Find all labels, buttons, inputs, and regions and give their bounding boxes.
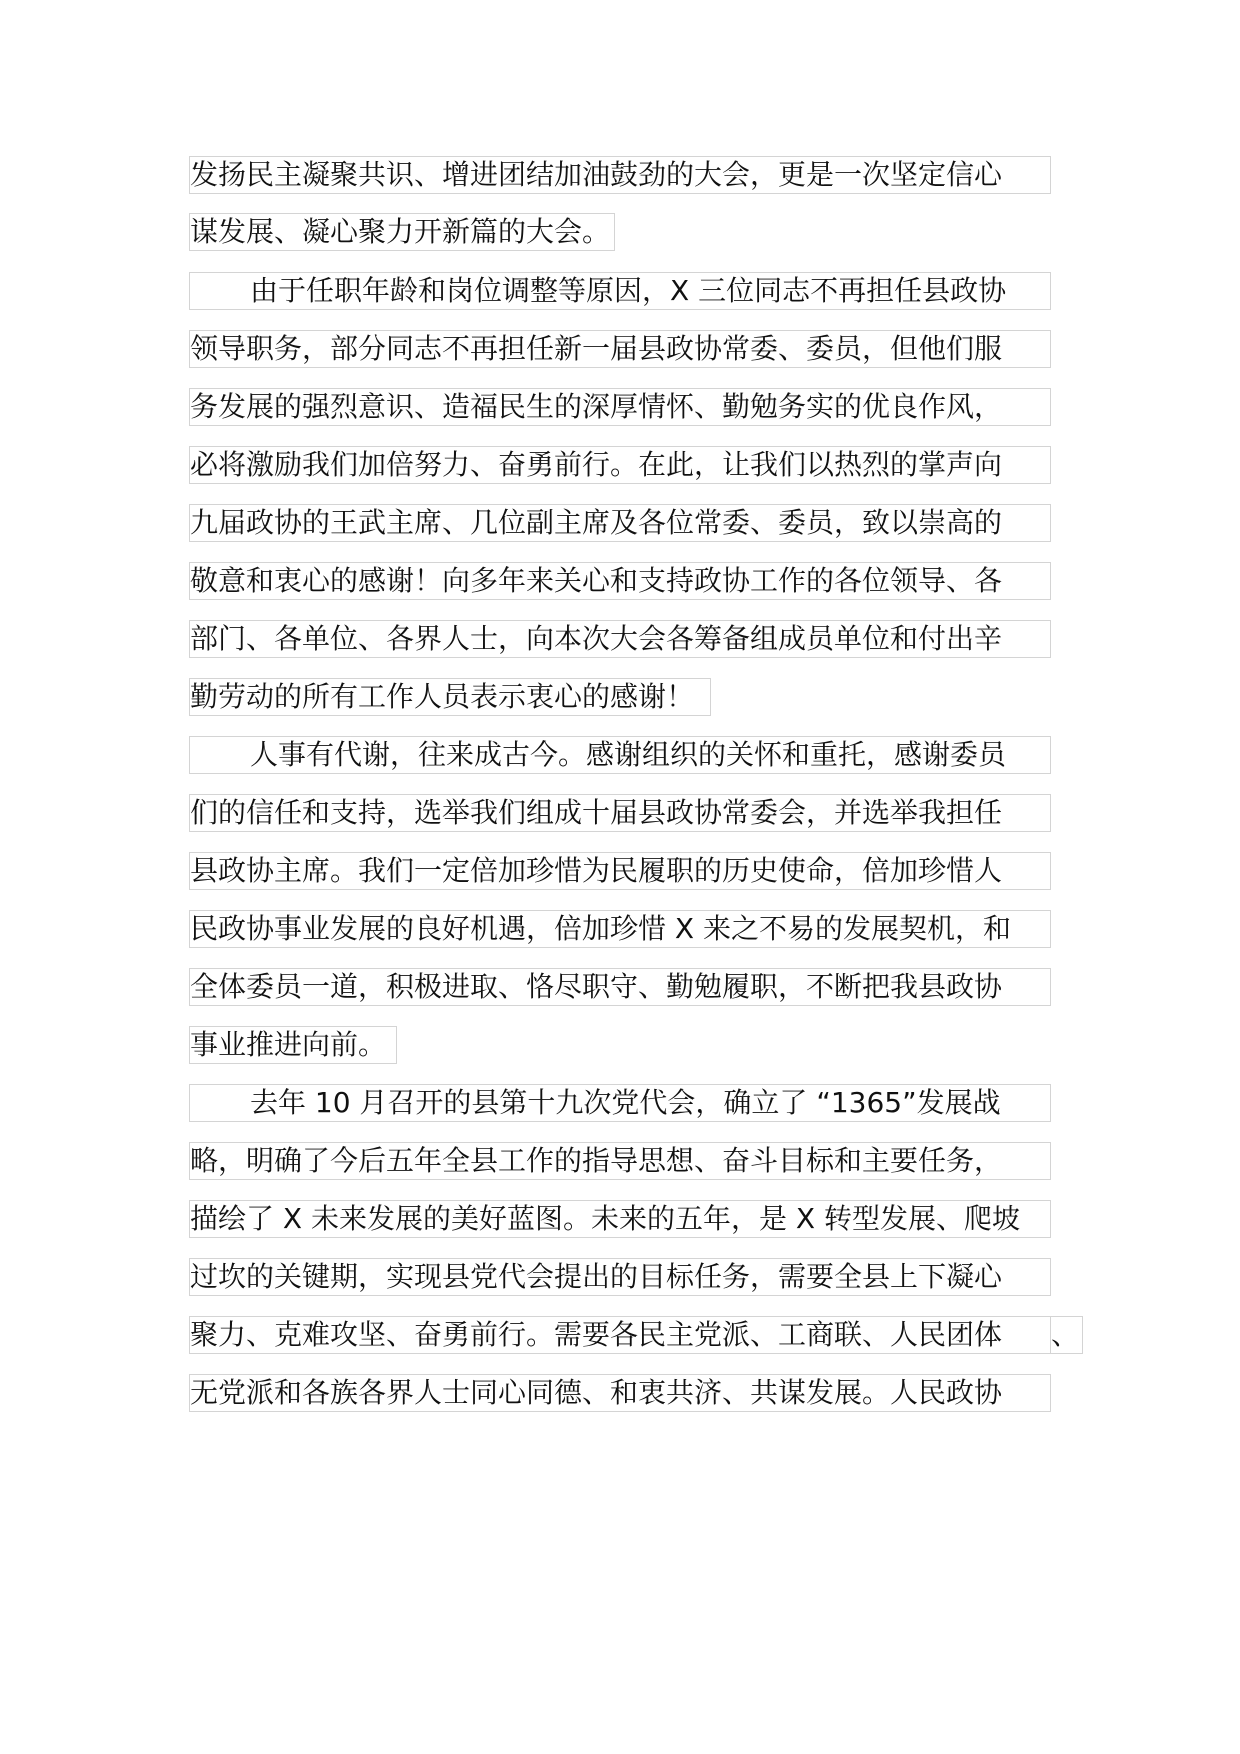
text-line: 民政协事业发展的良好机遇，倍加珍惜 X 来之不易的发展契机，和 — [189, 910, 1051, 948]
text-line: 必将激励我们加倍努力、奋勇前行。在此，让我们以热烈的掌声向 — [189, 446, 1051, 484]
text-line — [189, 1084, 1051, 1122]
text-line-content: 去年 10 月召开的县第十九次党代会，确立了 “1365”发展战 — [250, 1086, 1001, 1119]
text-line: 事业推进向前。 — [189, 1026, 397, 1064]
text-line: 全体委员一道，积极进取、恪尽职守、勤勉履职，不断把我县政协 — [189, 968, 1051, 1006]
text-line — [189, 272, 1051, 310]
text-line-content: 由于任职年龄和岗位调整等原因，X 三位同志不再担任县政协 — [250, 274, 1007, 307]
text-line: 谋发展、凝心聚力开新篇的大会。 — [189, 213, 615, 251]
text-line: 过坎的关键期，实现县党代会提出的目标任务，需要全县上下凝心 — [189, 1258, 1051, 1296]
text-line: 县政协主席。我们一定倍加珍惜为民履职的历史使命，倍加珍惜人 — [189, 852, 1051, 890]
text-line: 略，明确了今后五年全县工作的指导思想、奋斗目标和主要任务， — [189, 1142, 1051, 1180]
text-line: 九届政协的王武主席、几位副主席及各位常委、委员，致以崇高的 — [189, 504, 1051, 542]
text-line: 务发展的强烈意识、造福民生的深厚情怀、勤勉务实的优良作风， — [189, 388, 1051, 426]
overflow-punctuation: 、 — [1051, 1316, 1083, 1354]
text-line: 聚力、克难攻坚、奋勇前行。需要各民主党派、工商联、人民团体 — [189, 1316, 1051, 1354]
text-line-content: 人事有代谢，往来成古今。感谢组织的关怀和重托，感谢委员 — [250, 738, 1007, 771]
text-line: 描绘了 X 未来发展的美好蓝图。未来的五年，是 X 转型发展、爬坡 — [189, 1200, 1051, 1238]
text-line: 发扬民主凝聚共识、增进团结加油鼓劲的大会，更是一次坚定信心 — [189, 156, 1051, 194]
text-line: 们的信任和支持，选举我们组成十届县政协常委会，并选举我担任 — [189, 794, 1051, 832]
text-line: 无党派和各族各界人士同心同德、和衷共济、共谋发展。人民政协 — [189, 1374, 1051, 1412]
text-line: 领导职务，部分同志不再担任新一届县政协常委、委员，但他们服 — [189, 330, 1051, 368]
text-line: 敬意和衷心的感谢！向多年来关心和支持政协工作的各位领导、各 — [189, 562, 1051, 600]
text-line: 勤劳动的所有工作人员表示衷心的感谢！ — [189, 678, 711, 716]
text-line — [189, 736, 1051, 774]
text-line: 部门、各单位、各界人士，向本次大会各筹备组成员单位和付出辛 — [189, 620, 1051, 658]
